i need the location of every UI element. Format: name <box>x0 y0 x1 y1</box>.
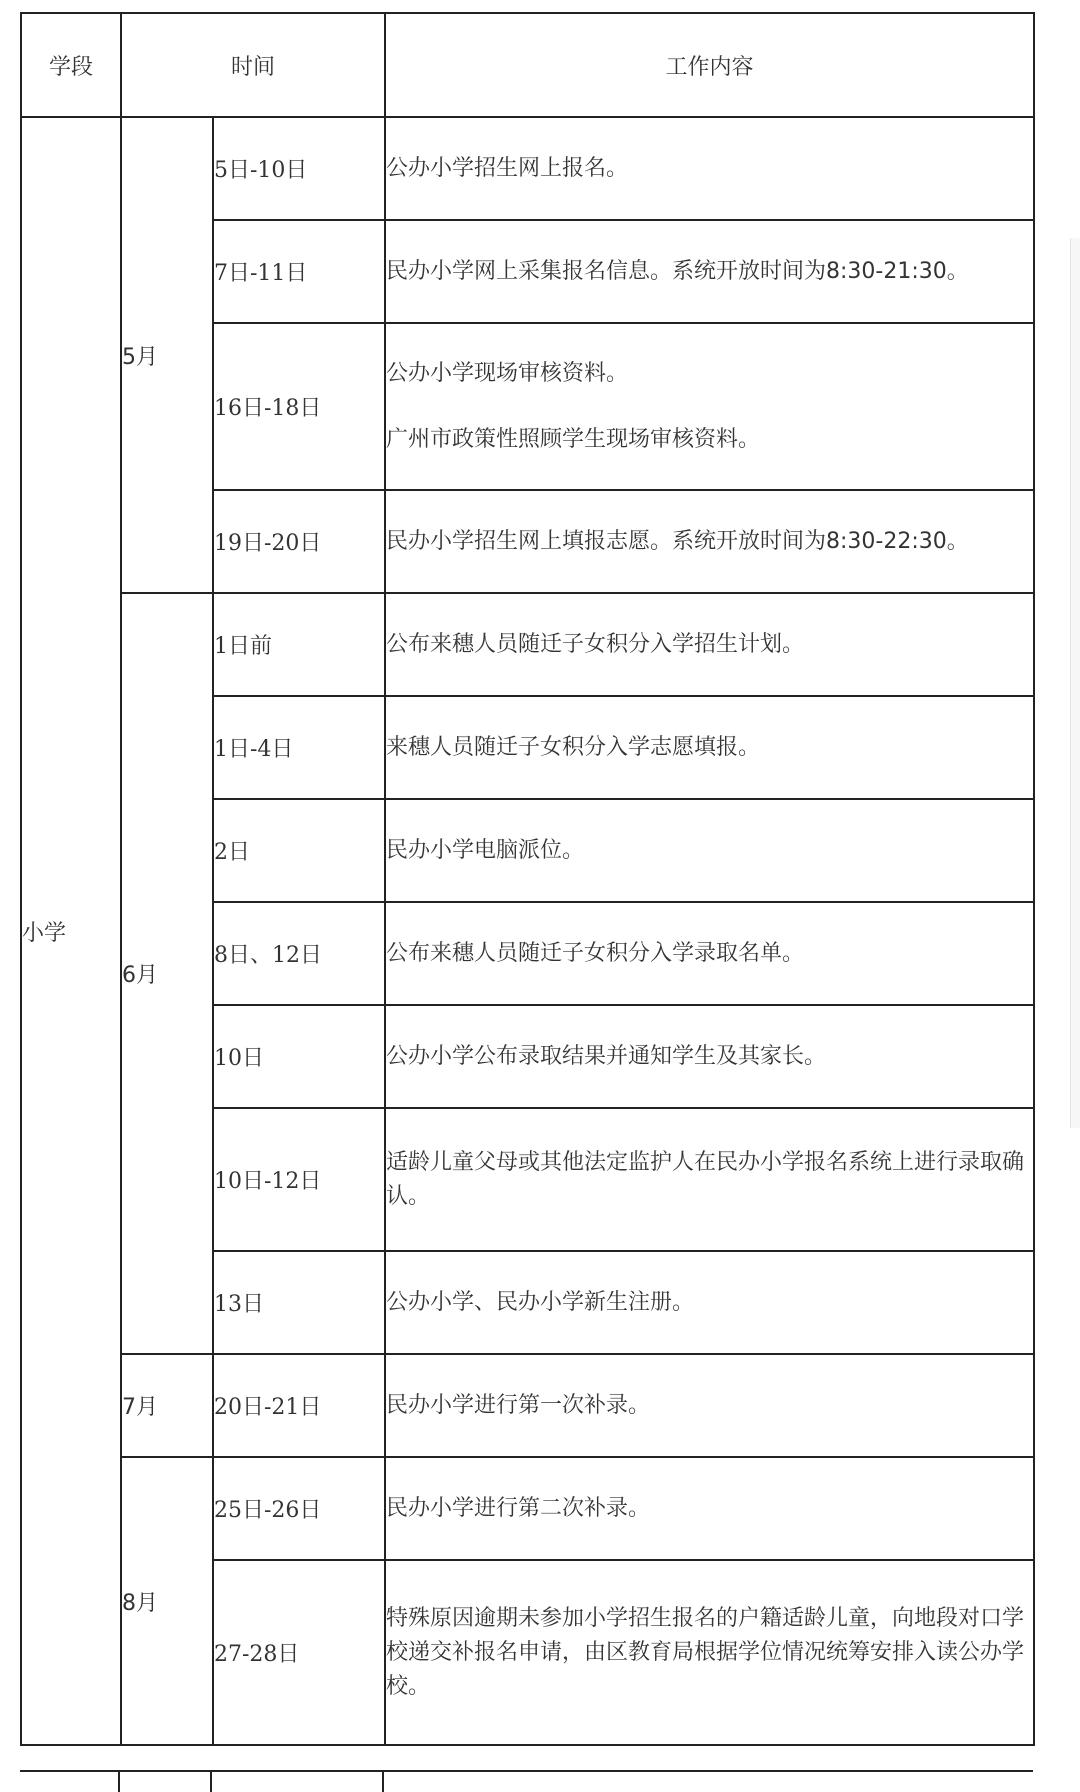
side-scroll-track[interactable] <box>1070 238 1080 1128</box>
month-cell-jul: 7月 <box>121 1354 213 1457</box>
header-stage: 学段 <box>21 13 121 117</box>
content-cell: 民办小学网上采集报名信息。系统开放时间为8:30-21:30。 <box>385 220 1034 323</box>
table-header-row <box>21 13 1034 117</box>
content-cell: 公办小学、民办小学新生注册。 <box>385 1251 1034 1354</box>
header-content: 工作内容 <box>385 13 1034 117</box>
date-cell: 25日-26日 <box>213 1457 385 1560</box>
date-cell: 5日-10日 <box>213 117 385 220</box>
month-cell-may: 5月 <box>121 117 213 593</box>
date-cell: 27-28日 <box>213 1560 385 1745</box>
date-cell: 20日-21日 <box>213 1354 385 1457</box>
date-cell: 13日 <box>213 1251 385 1354</box>
content-cell: 公办小学公布录取结果并通知学生及其家长。 <box>385 1005 1034 1108</box>
date-cell: 7日-11日 <box>213 220 385 323</box>
header-time: 时间 <box>121 13 385 117</box>
content-cell: 民办小学进行第二次补录。 <box>385 1457 1034 1560</box>
admission-schedule-table <box>20 12 1035 1746</box>
date-cell: 8日、12日 <box>213 902 385 1005</box>
column-divider <box>210 1772 212 1792</box>
table-row <box>21 1457 1034 1560</box>
table-row <box>21 1354 1034 1457</box>
column-divider <box>118 1772 120 1792</box>
content-cell: 公办小学招生网上报名。 <box>385 117 1034 220</box>
stage-cell: 小学 <box>21 117 121 1745</box>
date-cell: 1日-4日 <box>213 696 385 799</box>
date-cell: 10日 <box>213 1005 385 1108</box>
table-row <box>21 593 1034 696</box>
content-cell: 来穗人员随迁子女积分入学志愿填报。 <box>385 696 1034 799</box>
content-cell: 适龄儿童父母或其他法定监护人在民办小学报名系统上进行录取确认。 <box>385 1108 1034 1251</box>
content-cell: 民办小学电脑派位。 <box>385 799 1034 902</box>
schedule-table-container <box>20 12 1033 1746</box>
content-cell: 公布来穗人员随迁子女积分入学招生计划。 <box>385 593 1034 696</box>
date-cell: 16日-18日 <box>213 323 385 490</box>
content-cell: 特殊原因逾期未参加小学招生报名的户籍适龄儿童，向地段对口学校递交补报名申请，由区教育局根据学位情况统筹安排入读公办学校。 <box>385 1560 1034 1745</box>
date-cell: 10日-12日 <box>213 1108 385 1251</box>
date-cell: 1日前 <box>213 593 385 696</box>
next-table-row-edge <box>20 1770 1033 1792</box>
content-cell: 公布来穗人员随迁子女积分入学录取名单。 <box>385 902 1034 1005</box>
table-row <box>21 117 1034 220</box>
content-cell: 公办小学现场审核资料。 广州市政策性照顾学生现场审核资料。 <box>385 323 1034 490</box>
column-divider <box>382 1772 384 1792</box>
content-cell: 民办小学进行第一次补录。 <box>385 1354 1034 1457</box>
content-cell: 民办小学招生网上填报志愿。系统开放时间为8:30-22:30。 <box>385 490 1034 593</box>
date-cell: 19日-20日 <box>213 490 385 593</box>
month-cell-jun: 6月 <box>121 593 213 1354</box>
month-cell-aug: 8月 <box>121 1457 213 1745</box>
date-cell: 2日 <box>213 799 385 902</box>
